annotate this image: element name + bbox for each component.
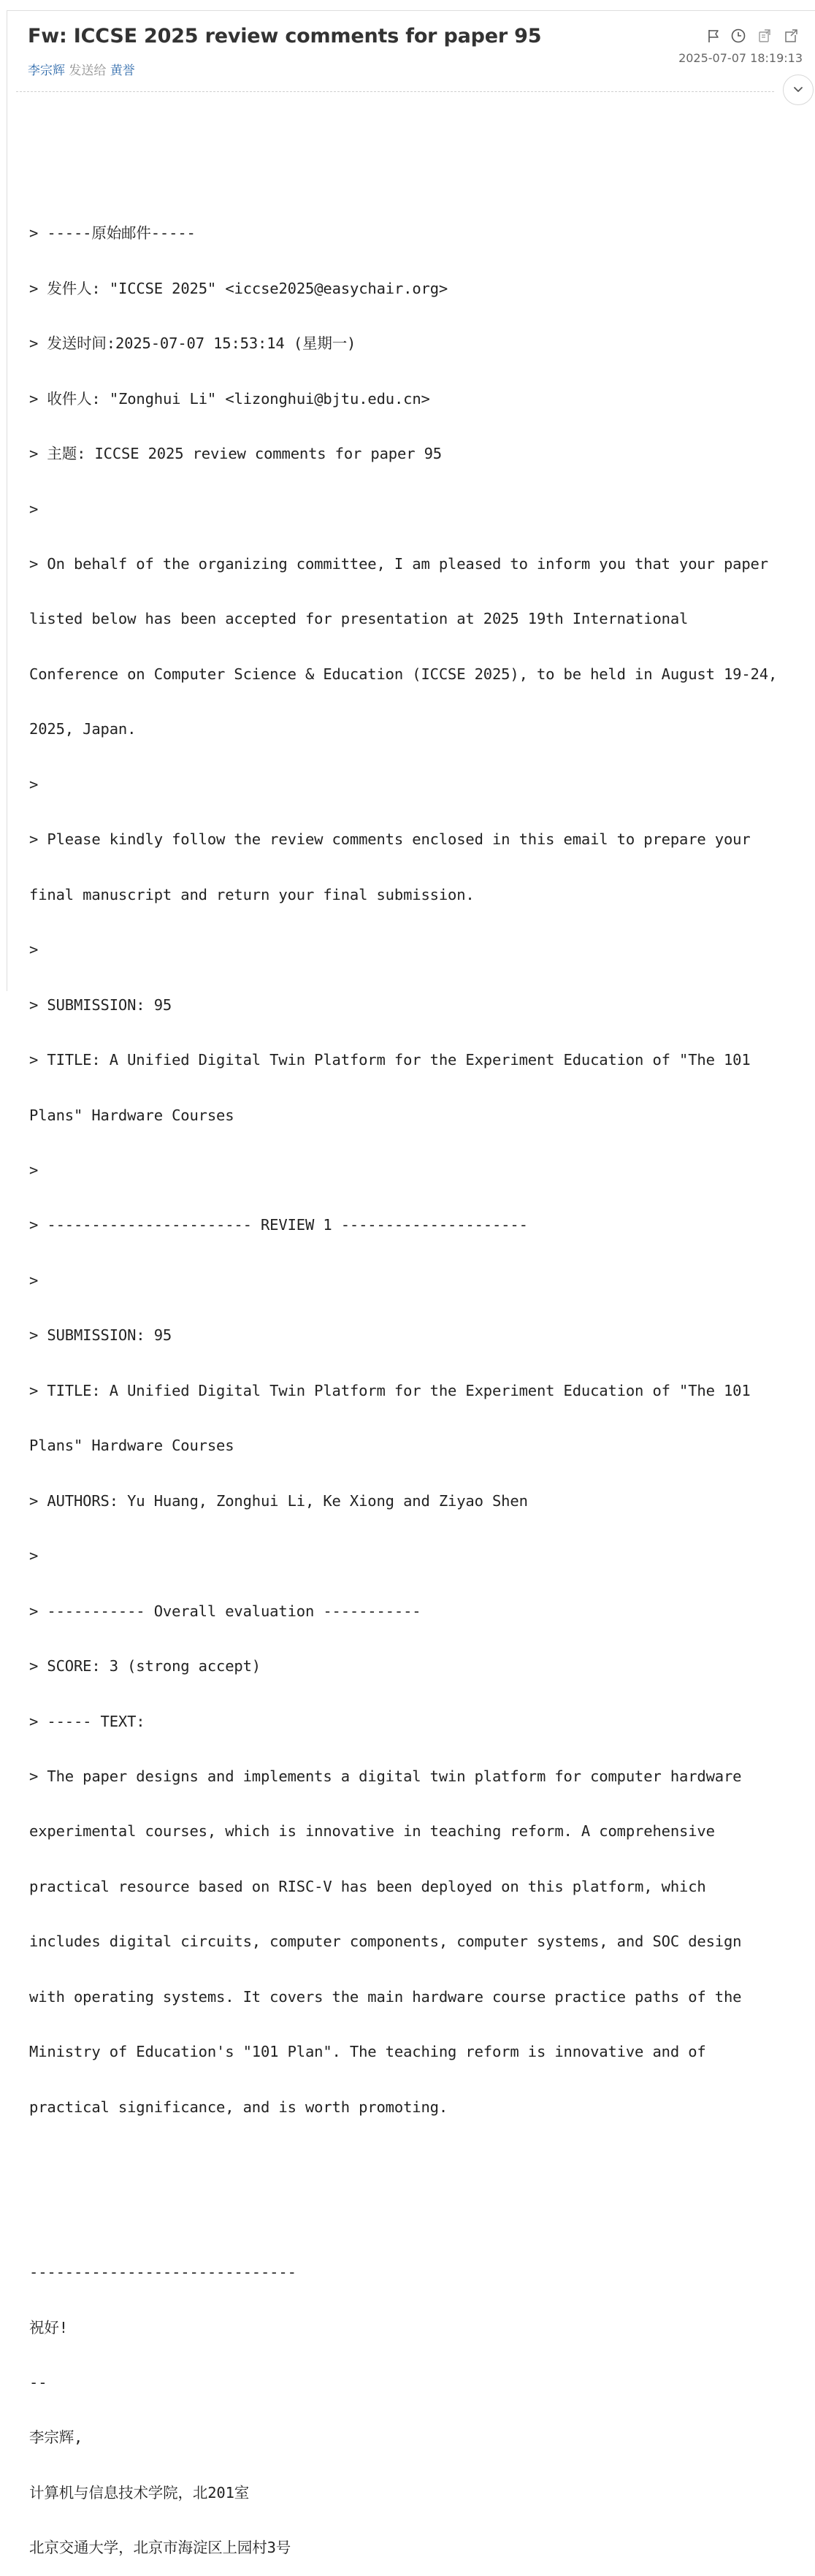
body-line: practical significance, and is worth promoting. [29, 2098, 448, 2116]
body-line: > 收件人: "Zonghui Li" <lizonghui@bjtu.edu.cn> [29, 389, 430, 408]
body-line: > The paper designs and implements a digital twin platform for computer hardware [29, 1767, 742, 1785]
body-line: > On behalf of the organizing committee, I am pleased to inform you that your paper [29, 555, 768, 573]
email-timestamp: 2025-07-07 18:19:13 [678, 51, 803, 65]
body-line: experimental courses, which is innovative in teaching reform. A comprehensive [29, 1822, 715, 1841]
body-line: final manuscript and return your final submission. [29, 885, 475, 903]
email-header [0, 0, 815, 110]
body-line: > [29, 500, 39, 518]
sent-to-label: 发送给 [69, 64, 107, 78]
clock-icon [730, 28, 746, 44]
body-line: > 发送时间:2025-07-07 15:53:14 (星期一) [29, 335, 356, 353]
body-line: Plans" Hardware Courses [29, 1106, 234, 1124]
body-line: > ----- TEXT: [29, 1712, 145, 1730]
participants-line [28, 60, 135, 78]
body-line: 计算机与信息技术学院，北201室 [29, 2483, 250, 2502]
body-line: 北京交通大学，北京市海淀区上园村3号 [29, 2539, 291, 2557]
body-line: > [29, 1271, 39, 1289]
expand-details-button[interactable] [783, 74, 814, 105]
email-subject: Fw: ICCSE 2025 review comments for paper 95 [28, 25, 542, 47]
forward-button[interactable] [757, 28, 773, 44]
flag-button[interactable] [705, 28, 722, 44]
header-divider [16, 91, 774, 92]
body-line: > [29, 1161, 39, 1180]
body-line: ------------------------------ [29, 2263, 296, 2282]
body-line: > TITLE: A Unified Digital Twin Platform for the Experiment Education of "The 101 [29, 1051, 751, 1069]
body-line: > [29, 941, 39, 959]
body-line: practical resource based on RISC-V has been deployed on this platform, which [29, 1877, 706, 1895]
body-line: Plans" Hardware Courses [29, 1437, 234, 1455]
body-line: 祝好! [29, 2318, 68, 2336]
sender-link[interactable]: 李宗辉 [28, 64, 65, 78]
body-line [29, 2153, 811, 2171]
body-line: > ----------------------- REVIEW 1 --------------------- [29, 1216, 528, 1234]
body-line: 李宗辉, [29, 2428, 83, 2447]
body-line: > SUBMISSION: 95 [29, 1326, 172, 1345]
body-line: > [29, 1547, 39, 1565]
body-line: > AUTHORS: Yu Huang, Zonghui Li, Ke Xiong and Ziyao Shen [29, 1491, 528, 1510]
body-line: > 主题: ICCSE 2025 review comments for paper 95 [29, 445, 442, 463]
body-line: -- [29, 2373, 47, 2391]
body-line: > Please kindly follow the review comments enclosed in this email to prepare your [29, 830, 751, 849]
body-line: with operating systems. It covers the main hardware course practice paths of the [29, 1987, 742, 2006]
email-action-toolbar [705, 28, 800, 44]
flag-icon [705, 28, 722, 44]
email-body [29, 188, 811, 2576]
reminder-button[interactable] [730, 28, 746, 44]
body-line: 2025, Japan. [29, 720, 137, 738]
body-line: includes digital circuits, computer components, computer systems, and SOC design [29, 1933, 742, 1951]
body-line: > 发件人: "ICCSE 2025" <iccse2025@easychair.org> [29, 279, 448, 297]
body-line: > [29, 775, 39, 793]
body-line: Ministry of Education's "101 Plan". The teaching reform is innovative and of [29, 2043, 706, 2061]
body-line [29, 2209, 811, 2227]
body-line: > TITLE: A Unified Digital Twin Platform for the Experiment Education of "The 101 [29, 1381, 751, 1399]
body-line: > -----原始邮件----- [29, 224, 196, 242]
body-line: Conference on Computer Science & Education (ICCSE 2025), to be held in August 19-24, [29, 665, 778, 683]
body-line: > ----------- Overall evaluation ----------- [29, 1602, 421, 1620]
recipient-link[interactable]: 黄誉 [110, 64, 135, 78]
body-line: > SCORE: 3 (strong accept) [29, 1657, 261, 1675]
open-window-button[interactable] [783, 28, 799, 44]
body-line: > SUBMISSION: 95 [29, 995, 172, 1014]
body-line: listed below has been accepted for presentation at 2025 19th International [29, 610, 689, 628]
forward-icon [757, 28, 773, 44]
open-window-icon [783, 28, 799, 44]
